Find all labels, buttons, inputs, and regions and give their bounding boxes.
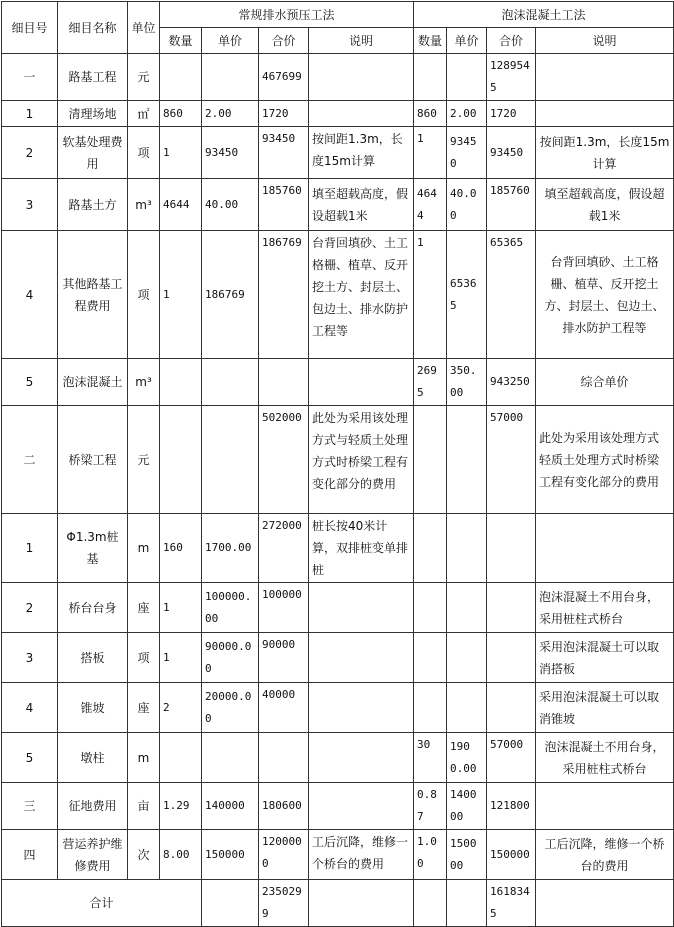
cell-conv-note: 台背回填砂、土工格栅、植草、反开挖土方、封层土、包边土、排水防护工程等 (309, 231, 414, 359)
cell-conv-qty: 1.29 (160, 783, 202, 830)
cell-foam-price: 65365 (447, 231, 487, 359)
table-row (2, 514, 674, 583)
total-label: 合计 (2, 880, 202, 927)
cell-foam-note: 台背回填砂、土工格栅、植草、反开挖土方、封层土、包边土、排水防护工程等 (536, 231, 674, 359)
table-row (2, 359, 674, 406)
cell-conv-qty (160, 406, 202, 514)
cell-conv-price: 90000.00 (202, 633, 259, 683)
cell-conv-total: 186769 (259, 231, 309, 359)
header-sub-id: 细目号 (2, 2, 58, 54)
header-conv-qty: 数量 (160, 28, 202, 54)
total-cell-empty (202, 880, 259, 927)
cell-foam-total: 65365 (487, 231, 536, 359)
cell-conv-qty (160, 54, 202, 101)
cell-unit: 座 (128, 583, 160, 633)
cell-foam-note: 泡沫混凝土不用台身，采用桩柱式桥台 (536, 733, 674, 783)
cell-foam-qty: 1 (414, 231, 447, 359)
cell-sub-name: 清理场地 (58, 101, 128, 127)
cell-foam-qty: 1 (414, 127, 447, 179)
table-row (2, 406, 674, 514)
cell-foam-price (447, 583, 487, 633)
cell-unit: m³ (128, 359, 160, 406)
cell-foam-note: 采用泡沫混凝土可以取消锥坡 (536, 683, 674, 733)
cell-sub-name: 其他路基工程费用 (58, 231, 128, 359)
cell-conv-price: 150000 (202, 830, 259, 880)
cell-unit: 项 (128, 127, 160, 179)
cell-foam-note (536, 514, 674, 583)
cell-foam-total: 150000 (487, 830, 536, 880)
cell-conv-total: 185760 (259, 179, 309, 231)
cell-conv-note (309, 583, 414, 633)
header-group-foam: 泡沫混凝土工法 (414, 2, 674, 28)
header-unit: 单位 (128, 2, 160, 54)
cell-conv-note (309, 683, 414, 733)
cell-unit: m³ (128, 179, 160, 231)
cell-conv-price: 20000.00 (202, 683, 259, 733)
total-foam: 1618345 (487, 880, 536, 927)
header-foam-note: 说明 (536, 28, 674, 54)
cell-unit: ㎡ (128, 101, 160, 127)
cell-conv-note (309, 733, 414, 783)
cell-foam-total: 57000 (487, 733, 536, 783)
cell-foam-total: 1720 (487, 101, 536, 127)
cell-sub-name: 路基工程 (58, 54, 128, 101)
cell-foam-qty: 2695 (414, 359, 447, 406)
cell-foam-qty (414, 583, 447, 633)
cell-conv-price (202, 406, 259, 514)
cell-conv-price: 100000.00 (202, 583, 259, 633)
table-row (2, 54, 674, 101)
cell-foam-note: 泡沫混凝土不用台身，采用桩柱式桥台 (536, 583, 674, 633)
cell-foam-price: 2.00 (447, 101, 487, 127)
cell-unit: m (128, 514, 160, 583)
cell-foam-price (447, 683, 487, 733)
header-conv-price: 单价 (202, 28, 259, 54)
cell-conv-price (202, 359, 259, 406)
cell-sub-name: 搭板 (58, 633, 128, 683)
cell-conv-price (202, 733, 259, 783)
cell-conv-note: 工后沉降，维修一个桥台的费用 (309, 830, 414, 880)
cell-foam-price (447, 406, 487, 514)
cell-conv-price: 1700.00 (202, 514, 259, 583)
table-row (2, 179, 674, 231)
header-conv-note: 说明 (309, 28, 414, 54)
cell-conv-note (309, 359, 414, 406)
cell-conv-total: 1720 (259, 101, 309, 127)
cell-conv-qty: 1 (160, 583, 202, 633)
cell-foam-price (447, 633, 487, 683)
total-cell-empty (309, 880, 414, 927)
cell-unit: 次 (128, 830, 160, 880)
cell-foam-qty (414, 406, 447, 514)
cell-conv-total (259, 359, 309, 406)
cell-conv-price (202, 54, 259, 101)
cell-foam-price: 1900.00 (447, 733, 487, 783)
cell-sub-id: 4 (2, 683, 58, 733)
cell-sub-id: 1 (2, 101, 58, 127)
table-row (2, 633, 674, 683)
cell-unit: 座 (128, 683, 160, 733)
cell-sub-name: 泡沫混凝土 (58, 359, 128, 406)
cell-foam-qty: 0.87 (414, 783, 447, 830)
cell-conv-note (309, 783, 414, 830)
cell-conv-total: 1200000 (259, 830, 309, 880)
table-row (2, 830, 674, 880)
cell-foam-qty (414, 683, 447, 733)
cell-foam-total: 57000 (487, 406, 536, 514)
cell-sub-id: 3 (2, 179, 58, 231)
cell-conv-note: 桩长按40米计算，双排桩变单排桩 (309, 514, 414, 583)
cell-sub-name: 征地费用 (58, 783, 128, 830)
total-cell-empty (536, 880, 674, 927)
cost-comparison-table (1, 1, 674, 927)
cell-sub-name: Φ1.3m桩基 (58, 514, 128, 583)
cell-conv-qty (160, 733, 202, 783)
cell-sub-id: 2 (2, 127, 58, 179)
total-cell-empty (414, 880, 447, 927)
cell-foam-qty (414, 514, 447, 583)
cell-sub-name: 桥梁工程 (58, 406, 128, 514)
cell-sub-id: 3 (2, 633, 58, 683)
cell-conv-total: 90000 (259, 633, 309, 683)
cell-unit: 项 (128, 231, 160, 359)
cell-foam-total: 121800 (487, 783, 536, 830)
cell-sub-id: 2 (2, 583, 58, 633)
header-group-conventional: 常规排水预压工法 (160, 2, 414, 28)
cell-conv-total: 40000 (259, 683, 309, 733)
total-row (2, 880, 674, 927)
cell-sub-name: 墩柱 (58, 733, 128, 783)
cell-conv-price: 140000 (202, 783, 259, 830)
cell-foam-qty (414, 54, 447, 101)
cell-foam-price: 350.00 (447, 359, 487, 406)
cell-conv-total (259, 733, 309, 783)
cell-conv-price: 2.00 (202, 101, 259, 127)
cell-foam-price: 40.00 (447, 179, 487, 231)
cell-sub-id: 5 (2, 733, 58, 783)
header-foam-total: 合价 (487, 28, 536, 54)
cell-conv-note: 填至超载高度，假设超载1米 (309, 179, 414, 231)
cell-foam-note (536, 783, 674, 830)
cell-conv-note (309, 101, 414, 127)
cell-conv-qty: 2 (160, 683, 202, 733)
cell-foam-price: 93450 (447, 127, 487, 179)
cell-sub-id: 一 (2, 54, 58, 101)
cell-foam-note: 综合单价 (536, 359, 674, 406)
cell-conv-note (309, 633, 414, 683)
cell-sub-id: 四 (2, 830, 58, 880)
header-conv-total: 合价 (259, 28, 309, 54)
cell-foam-price: 140000 (447, 783, 487, 830)
cell-foam-total: 1289545 (487, 54, 536, 101)
cell-foam-note: 采用泡沫混凝土可以取消搭板 (536, 633, 674, 683)
cell-conv-total: 272000 (259, 514, 309, 583)
cell-conv-qty: 8.00 (160, 830, 202, 880)
cell-foam-total (487, 514, 536, 583)
cell-foam-qty: 1.00 (414, 830, 447, 880)
cell-conv-qty (160, 359, 202, 406)
cell-foam-note: 填至超载高度，假设超载1米 (536, 179, 674, 231)
cell-unit: 元 (128, 406, 160, 514)
cell-sub-id: 5 (2, 359, 58, 406)
cell-foam-qty: 30 (414, 733, 447, 783)
table-row (2, 783, 674, 830)
cell-conv-qty: 860 (160, 101, 202, 127)
cell-foam-price (447, 54, 487, 101)
cell-conv-note: 此处为采用该处理方式与轻质土处理方式时桥梁工程有变化部分的费用 (309, 406, 414, 514)
cell-foam-note (536, 101, 674, 127)
cell-foam-qty (414, 633, 447, 683)
cell-sub-name: 软基处理费用 (58, 127, 128, 179)
cell-conv-qty: 1 (160, 633, 202, 683)
cell-foam-total (487, 583, 536, 633)
cell-conv-total: 467699 (259, 54, 309, 101)
cell-unit: 亩 (128, 783, 160, 830)
cell-sub-id: 三 (2, 783, 58, 830)
cell-conv-total: 502000 (259, 406, 309, 514)
cell-unit: 元 (128, 54, 160, 101)
header-row-groups (2, 2, 674, 28)
cell-sub-name: 锥坡 (58, 683, 128, 733)
table-row (2, 733, 674, 783)
cell-foam-qty: 4644 (414, 179, 447, 231)
cell-conv-qty: 4644 (160, 179, 202, 231)
cell-conv-qty: 1 (160, 231, 202, 359)
cell-conv-price: 40.00 (202, 179, 259, 231)
cell-foam-price: 150000 (447, 830, 487, 880)
table-row (2, 101, 674, 127)
cell-sub-id: 4 (2, 231, 58, 359)
total-cell-empty (447, 880, 487, 927)
cell-conv-price: 93450 (202, 127, 259, 179)
cell-foam-total: 943250 (487, 359, 536, 406)
cell-conv-note (309, 54, 414, 101)
cell-unit: 项 (128, 633, 160, 683)
cell-sub-name: 路基土方 (58, 179, 128, 231)
table-row (2, 683, 674, 733)
cell-conv-price: 186769 (202, 231, 259, 359)
cell-unit: m (128, 733, 160, 783)
table-row (2, 231, 674, 359)
cell-foam-price (447, 514, 487, 583)
cell-foam-total: 185760 (487, 179, 536, 231)
cell-conv-note: 按间距1.3m，长度15m计算 (309, 127, 414, 179)
cell-foam-note (536, 54, 674, 101)
cell-conv-total: 180600 (259, 783, 309, 830)
cell-conv-qty: 1 (160, 127, 202, 179)
cell-foam-total: 93450 (487, 127, 536, 179)
header-sub-name: 细目名称 (58, 2, 128, 54)
header-foam-qty: 数量 (414, 28, 447, 54)
cell-foam-note: 按间距1.3m，长度15m计算 (536, 127, 674, 179)
total-conventional: 2350299 (259, 880, 309, 927)
header-foam-price: 单价 (447, 28, 487, 54)
cell-sub-name: 桥台台身 (58, 583, 128, 633)
cell-foam-qty: 860 (414, 101, 447, 127)
cell-foam-note: 工后沉降，维修一个桥台的费用 (536, 830, 674, 880)
cell-sub-id: 二 (2, 406, 58, 514)
cell-conv-total: 93450 (259, 127, 309, 179)
cell-conv-total: 100000 (259, 583, 309, 633)
cell-sub-id: 1 (2, 514, 58, 583)
cell-foam-total (487, 633, 536, 683)
cell-conv-qty: 160 (160, 514, 202, 583)
table-row (2, 583, 674, 633)
cell-foam-total (487, 683, 536, 733)
table-row (2, 127, 674, 179)
cell-foam-note: 此处为采用该处理方式轻质土处理方式时桥梁工程有变化部分的费用 (536, 406, 674, 514)
cell-sub-name: 营运养护维修费用 (58, 830, 128, 880)
